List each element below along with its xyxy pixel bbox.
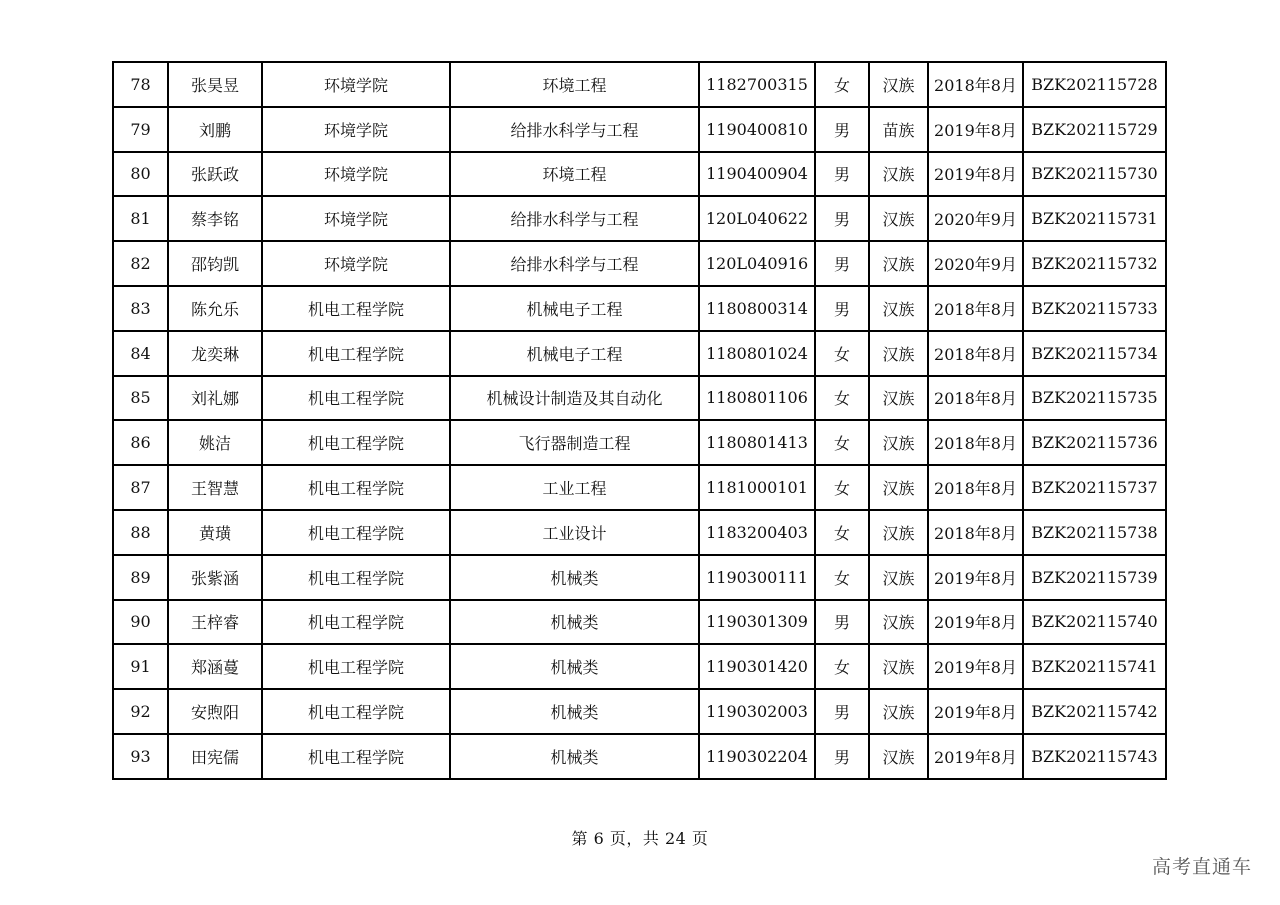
college-cell: 机电工程学院 [262, 465, 450, 510]
certificate-number-cell: BZK202115730 [1023, 152, 1166, 197]
certificate-number-cell: BZK202115732 [1023, 241, 1166, 286]
row-number-cell: 84 [113, 331, 168, 376]
gender-cell: 女 [815, 376, 869, 421]
table-row [113, 196, 1166, 241]
certificate-number-cell: BZK202115728 [1023, 62, 1166, 107]
ethnicity-cell: 汉族 [869, 465, 928, 510]
gender-cell: 男 [815, 286, 869, 331]
row-number-cell: 91 [113, 644, 168, 689]
enrollment-date-cell: 2018年8月 [928, 510, 1023, 555]
certificate-number-cell: BZK202115742 [1023, 689, 1166, 734]
ethnicity-cell: 汉族 [869, 331, 928, 376]
certificate-number-cell: BZK202115738 [1023, 510, 1166, 555]
major-cell: 机械设计制造及其自动化 [450, 376, 699, 421]
name-cell: 田宪儒 [168, 734, 262, 779]
gender-cell: 女 [815, 644, 869, 689]
name-cell: 张跃政 [168, 152, 262, 197]
gender-cell: 男 [815, 241, 869, 286]
college-cell: 机电工程学院 [262, 376, 450, 421]
name-cell: 邵钧凯 [168, 241, 262, 286]
gender-cell: 男 [815, 152, 869, 197]
ethnicity-cell: 汉族 [869, 644, 928, 689]
certificate-number-cell: BZK202115737 [1023, 465, 1166, 510]
student-id-cell: 1180801413 [699, 420, 815, 465]
college-cell: 环境学院 [262, 152, 450, 197]
name-cell: 黄璜 [168, 510, 262, 555]
enrollment-date-cell: 2019年8月 [928, 555, 1023, 600]
college-cell: 环境学院 [262, 241, 450, 286]
ethnicity-cell: 汉族 [869, 152, 928, 197]
watermark-logo: 高考直通车 [1151, 856, 1252, 878]
enrollment-date-cell: 2018年8月 [928, 62, 1023, 107]
college-cell: 环境学院 [262, 107, 450, 152]
name-cell: 郑涵蔓 [168, 644, 262, 689]
ethnicity-cell: 汉族 [869, 62, 928, 107]
gender-cell: 男 [815, 734, 869, 779]
ethnicity-cell: 汉族 [869, 196, 928, 241]
major-cell: 给排水科学与工程 [450, 241, 699, 286]
enrollment-date-cell: 2020年9月 [928, 241, 1023, 286]
college-cell: 机电工程学院 [262, 644, 450, 689]
student-id-cell: 1181000101 [699, 465, 815, 510]
ethnicity-cell: 汉族 [869, 241, 928, 286]
name-cell: 张昊昱 [168, 62, 262, 107]
enrollment-date-cell: 2018年8月 [928, 465, 1023, 510]
student-id-cell: 1190302204 [699, 734, 815, 779]
table-body [113, 62, 1166, 779]
major-cell: 机械电子工程 [450, 286, 699, 331]
ethnicity-cell: 汉族 [869, 600, 928, 645]
gender-cell: 女 [815, 62, 869, 107]
certificate-number-cell: BZK202115734 [1023, 331, 1166, 376]
enrollment-date-cell: 2019年8月 [928, 689, 1023, 734]
ethnicity-cell: 苗族 [869, 107, 928, 152]
student-id-cell: 1180801024 [699, 331, 815, 376]
gender-cell: 女 [815, 331, 869, 376]
college-cell: 机电工程学院 [262, 420, 450, 465]
major-cell: 机械电子工程 [450, 331, 699, 376]
student-id-cell: 1190300111 [699, 555, 815, 600]
name-cell: 蔡李铭 [168, 196, 262, 241]
ethnicity-cell: 汉族 [869, 555, 928, 600]
student-id-cell: 1190400904 [699, 152, 815, 197]
table-row [113, 600, 1166, 645]
row-number-cell: 80 [113, 152, 168, 197]
name-cell: 姚洁 [168, 420, 262, 465]
enrollment-date-cell: 2019年8月 [928, 600, 1023, 645]
student-id-cell: 1190302003 [699, 689, 815, 734]
gender-cell: 男 [815, 689, 869, 734]
row-number-cell: 81 [113, 196, 168, 241]
table-row [113, 734, 1166, 779]
table-row [113, 376, 1166, 421]
table-row [113, 152, 1166, 197]
enrollment-date-cell: 2018年8月 [928, 420, 1023, 465]
major-cell: 环境工程 [450, 152, 699, 197]
enrollment-date-cell: 2018年8月 [928, 376, 1023, 421]
table-row [113, 331, 1166, 376]
enrollment-date-cell: 2018年8月 [928, 286, 1023, 331]
row-number-cell: 90 [113, 600, 168, 645]
row-number-cell: 86 [113, 420, 168, 465]
enrollment-date-cell: 2020年9月 [928, 196, 1023, 241]
table-row [113, 644, 1166, 689]
student-id-cell: 1180801106 [699, 376, 815, 421]
gender-cell: 女 [815, 465, 869, 510]
major-cell: 工业设计 [450, 510, 699, 555]
row-number-cell: 82 [113, 241, 168, 286]
row-number-cell: 93 [113, 734, 168, 779]
college-cell: 机电工程学院 [262, 510, 450, 555]
ethnicity-cell: 汉族 [869, 734, 928, 779]
major-cell: 环境工程 [450, 62, 699, 107]
major-cell: 机械类 [450, 734, 699, 779]
student-id-cell: 1190301309 [699, 600, 815, 645]
major-cell: 机械类 [450, 555, 699, 600]
enrollment-date-cell: 2019年8月 [928, 152, 1023, 197]
row-number-cell: 92 [113, 689, 168, 734]
table-row [113, 62, 1166, 107]
certificate-number-cell: BZK202115729 [1023, 107, 1166, 152]
table-row [113, 465, 1166, 510]
gender-cell: 女 [815, 555, 869, 600]
ethnicity-cell: 汉族 [869, 286, 928, 331]
table-row [113, 420, 1166, 465]
page-footer: 第 6 页，共 24 页 [571, 829, 709, 848]
college-cell: 机电工程学院 [262, 286, 450, 331]
name-cell: 陈允乐 [168, 286, 262, 331]
college-cell: 机电工程学院 [262, 600, 450, 645]
student-id-cell: 1182700315 [699, 62, 815, 107]
enrollment-date-cell: 2019年8月 [928, 107, 1023, 152]
college-cell: 环境学院 [262, 196, 450, 241]
certificate-number-cell: BZK202115740 [1023, 600, 1166, 645]
enrollment-date-cell: 2019年8月 [928, 644, 1023, 689]
name-cell: 安煦阳 [168, 689, 262, 734]
name-cell: 张紫涵 [168, 555, 262, 600]
table-row [113, 510, 1166, 555]
table-row [113, 689, 1166, 734]
student-id-cell: 1190301420 [699, 644, 815, 689]
student-id-cell: 120L040916 [699, 241, 815, 286]
row-number-cell: 85 [113, 376, 168, 421]
row-number-cell: 88 [113, 510, 168, 555]
enrollment-date-cell: 2018年8月 [928, 331, 1023, 376]
major-cell: 给排水科学与工程 [450, 196, 699, 241]
certificate-number-cell: BZK202115741 [1023, 644, 1166, 689]
college-cell: 环境学院 [262, 62, 450, 107]
table-row [113, 107, 1166, 152]
gender-cell: 女 [815, 510, 869, 555]
certificate-number-cell: BZK202115733 [1023, 286, 1166, 331]
ethnicity-cell: 汉族 [869, 510, 928, 555]
college-cell: 机电工程学院 [262, 555, 450, 600]
gender-cell: 男 [815, 600, 869, 645]
major-cell: 工业工程 [450, 465, 699, 510]
student-id-cell: 1180800314 [699, 286, 815, 331]
enrollment-date-cell: 2019年8月 [928, 734, 1023, 779]
name-cell: 王梓睿 [168, 600, 262, 645]
college-cell: 机电工程学院 [262, 734, 450, 779]
certificate-number-cell: BZK202115739 [1023, 555, 1166, 600]
gender-cell: 男 [815, 107, 869, 152]
major-cell: 机械类 [450, 689, 699, 734]
gender-cell: 男 [815, 196, 869, 241]
ethnicity-cell: 汉族 [869, 376, 928, 421]
name-cell: 王智慧 [168, 465, 262, 510]
student-roster-table [112, 61, 1167, 780]
row-number-cell: 83 [113, 286, 168, 331]
row-number-cell: 87 [113, 465, 168, 510]
major-cell: 飞行器制造工程 [450, 420, 699, 465]
student-id-cell: 1183200403 [699, 510, 815, 555]
table-row [113, 286, 1166, 331]
name-cell: 刘鹏 [168, 107, 262, 152]
certificate-number-cell: BZK202115731 [1023, 196, 1166, 241]
row-number-cell: 78 [113, 62, 168, 107]
student-id-cell: 1190400810 [699, 107, 815, 152]
gender-cell: 女 [815, 420, 869, 465]
table-row [113, 555, 1166, 600]
row-number-cell: 89 [113, 555, 168, 600]
major-cell: 机械类 [450, 644, 699, 689]
ethnicity-cell: 汉族 [869, 420, 928, 465]
name-cell: 刘礼娜 [168, 376, 262, 421]
certificate-number-cell: BZK202115736 [1023, 420, 1166, 465]
table-row [113, 241, 1166, 286]
student-id-cell: 120L040622 [699, 196, 815, 241]
row-number-cell: 79 [113, 107, 168, 152]
certificate-number-cell: BZK202115743 [1023, 734, 1166, 779]
certificate-number-cell: BZK202115735 [1023, 376, 1166, 421]
ethnicity-cell: 汉族 [869, 689, 928, 734]
name-cell: 龙奕琳 [168, 331, 262, 376]
major-cell: 给排水科学与工程 [450, 107, 699, 152]
college-cell: 机电工程学院 [262, 689, 450, 734]
college-cell: 机电工程学院 [262, 331, 450, 376]
major-cell: 机械类 [450, 600, 699, 645]
